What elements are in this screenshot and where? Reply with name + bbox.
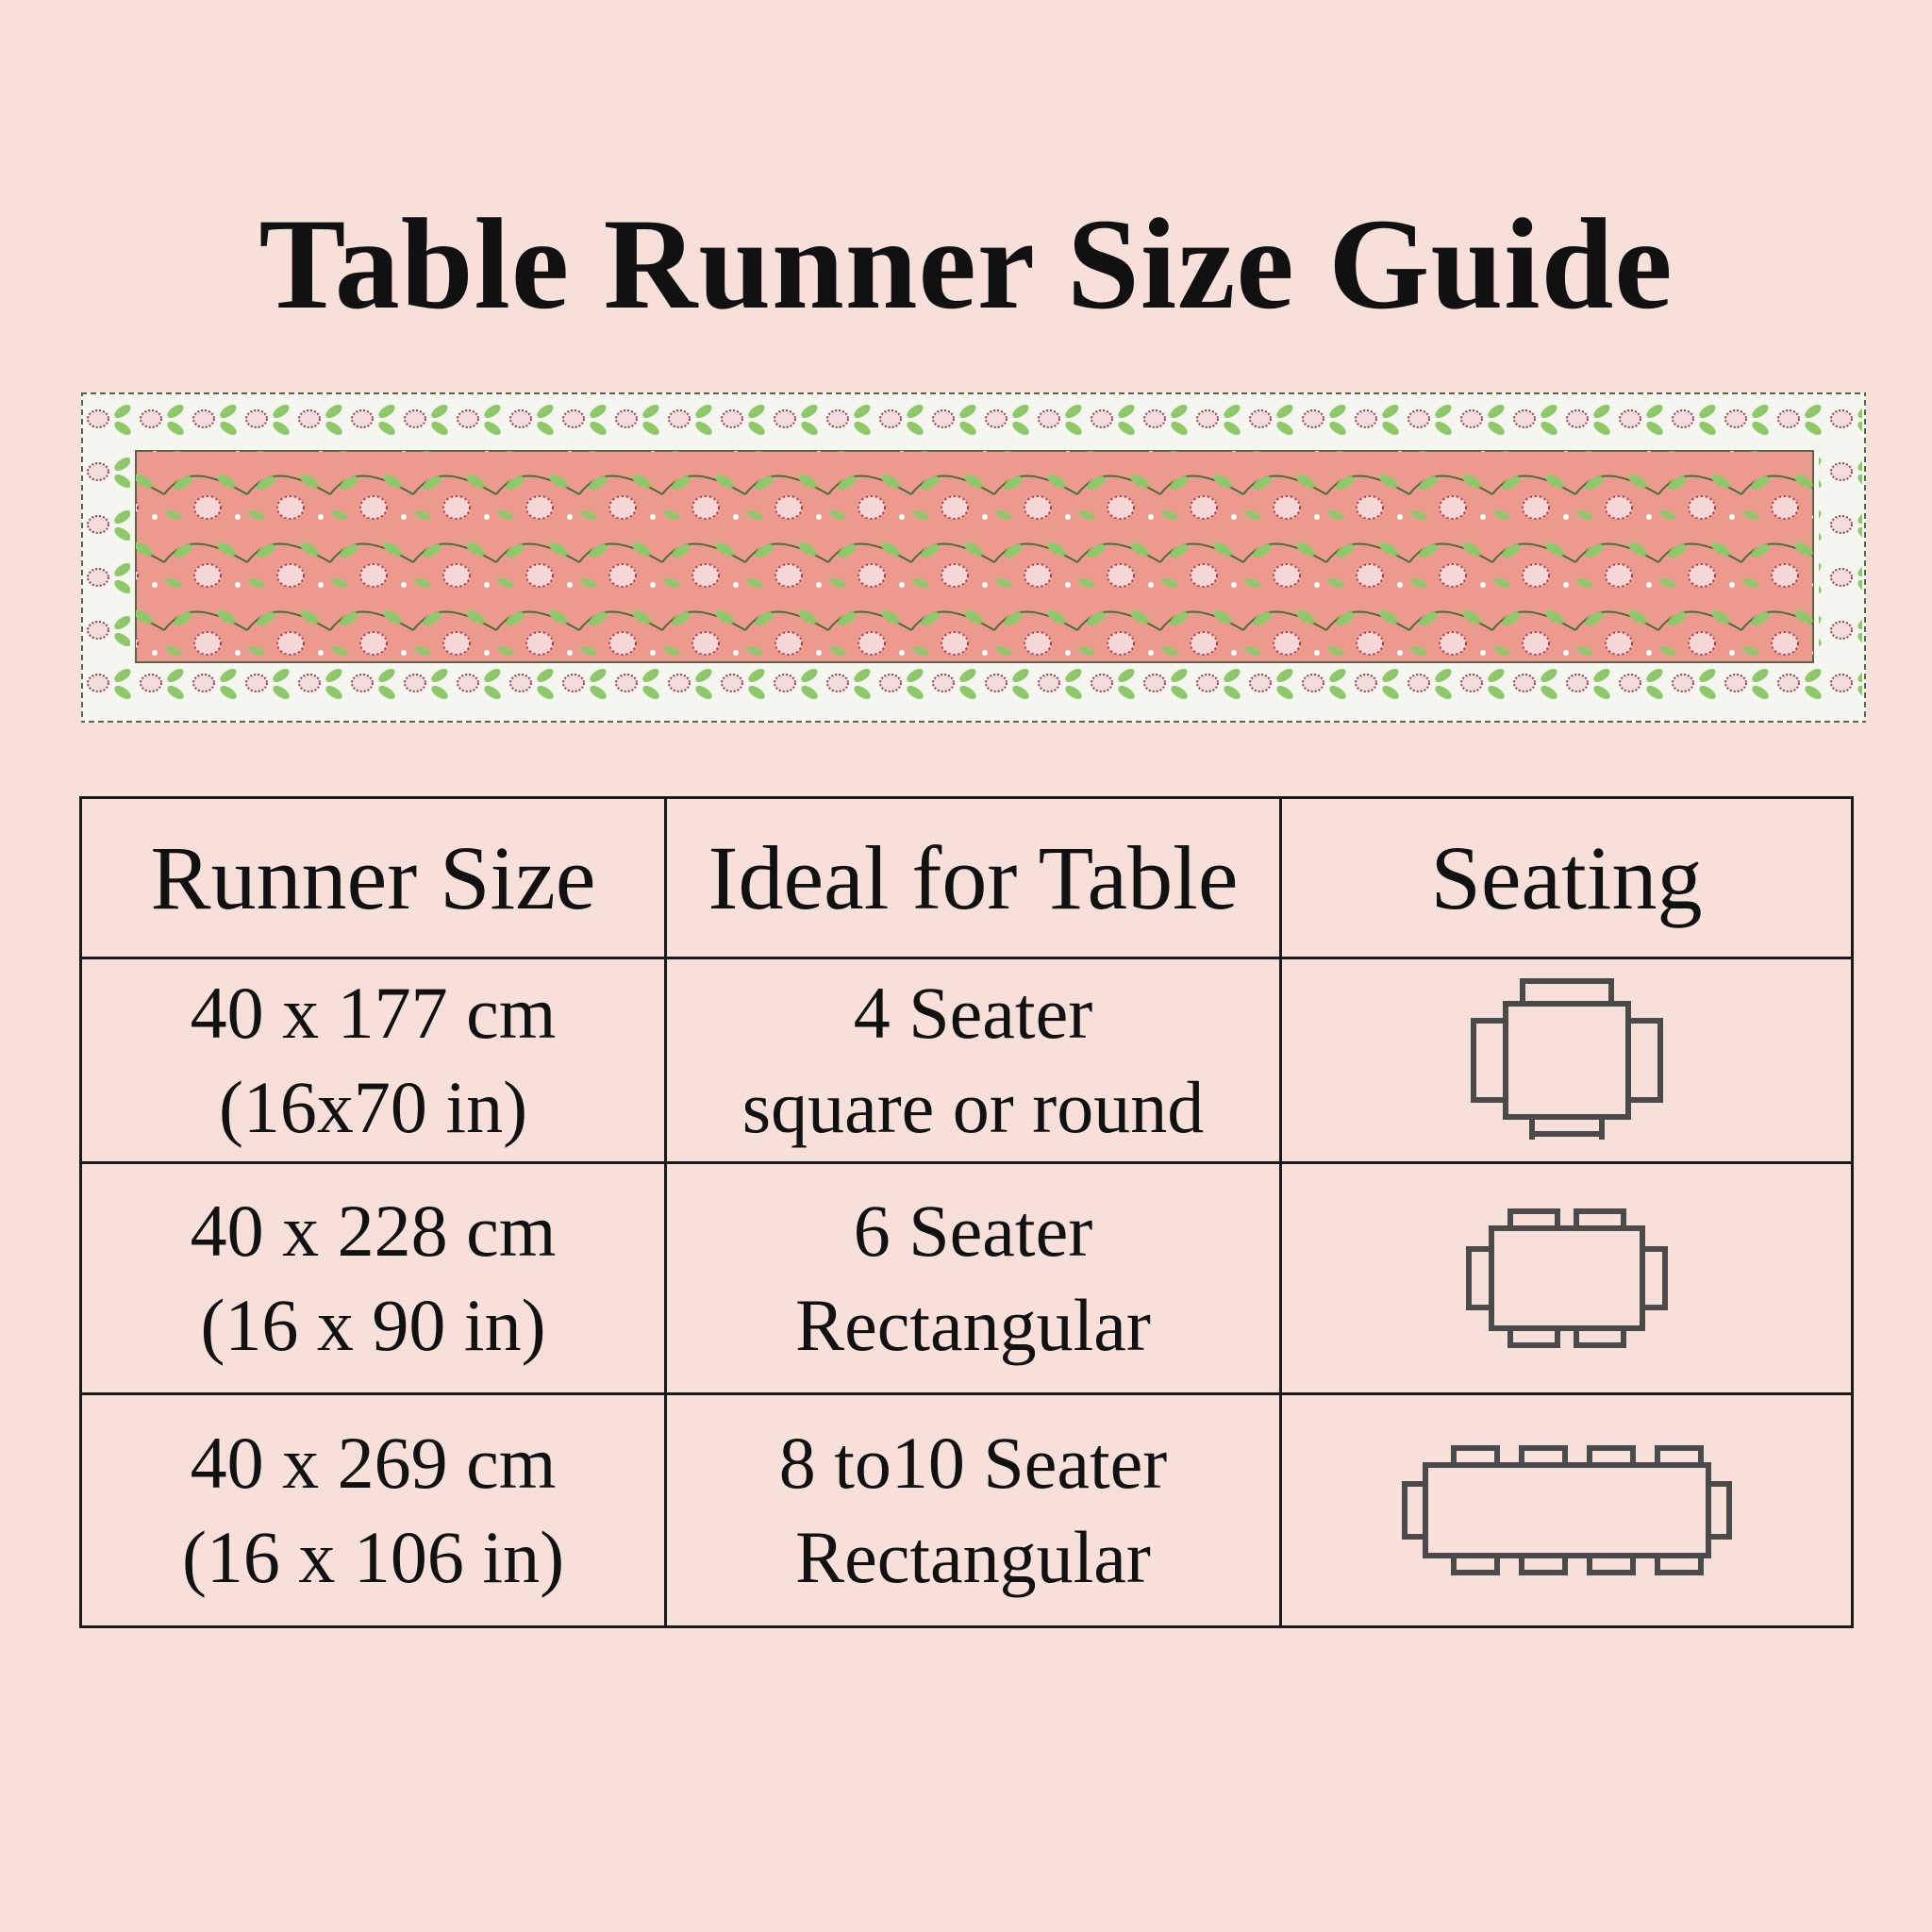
four-seat-table-icon	[1468, 975, 1666, 1145]
table-shape: square or round	[741, 1066, 1205, 1148]
seater-count: 4 Seater	[853, 972, 1093, 1054]
size-cm: 40 x 269 cm	[190, 1422, 557, 1504]
floral-table-runner-image	[81, 392, 1866, 723]
size-in: (16x70 in)	[218, 1066, 528, 1148]
table-header-row	[81, 798, 1853, 958]
header-ideal-for-table: Ideal for Table	[666, 798, 1281, 958]
table-row	[81, 1394, 1853, 1627]
runner-size-cell	[81, 1163, 666, 1394]
size-in: (16 x 90 in)	[200, 1284, 546, 1366]
table-shape: Rectangular	[795, 1516, 1151, 1598]
size-cm: 40 x 177 cm	[190, 972, 557, 1054]
size-cm: 40 x 228 cm	[190, 1190, 557, 1272]
ideal-table-cell	[666, 1394, 1281, 1627]
ideal-table-cell	[666, 958, 1281, 1163]
table-shape: Rectangular	[795, 1284, 1151, 1366]
six-seat-table-icon	[1463, 1208, 1671, 1349]
header-runner-size: Runner Size	[81, 798, 666, 958]
table-row	[81, 1163, 1853, 1394]
seating-cell	[1281, 1394, 1853, 1627]
size-in: (16 x 106 in)	[181, 1516, 565, 1598]
runner-size-cell	[81, 1394, 666, 1627]
seating-cell	[1281, 958, 1853, 1163]
ten-seat-table-icon	[1399, 1444, 1735, 1576]
seating-cell	[1281, 1163, 1853, 1394]
seater-count: 8 to10 Seater	[778, 1422, 1168, 1504]
table-row	[81, 958, 1853, 1163]
size-guide-table	[79, 796, 1854, 1628]
header-seating: Seating	[1281, 798, 1853, 958]
ideal-table-cell	[666, 1163, 1281, 1394]
seater-count: 6 Seater	[853, 1190, 1093, 1272]
runner-size-cell	[81, 958, 666, 1163]
page-title: Table Runner Size Guide	[258, 192, 1674, 336]
